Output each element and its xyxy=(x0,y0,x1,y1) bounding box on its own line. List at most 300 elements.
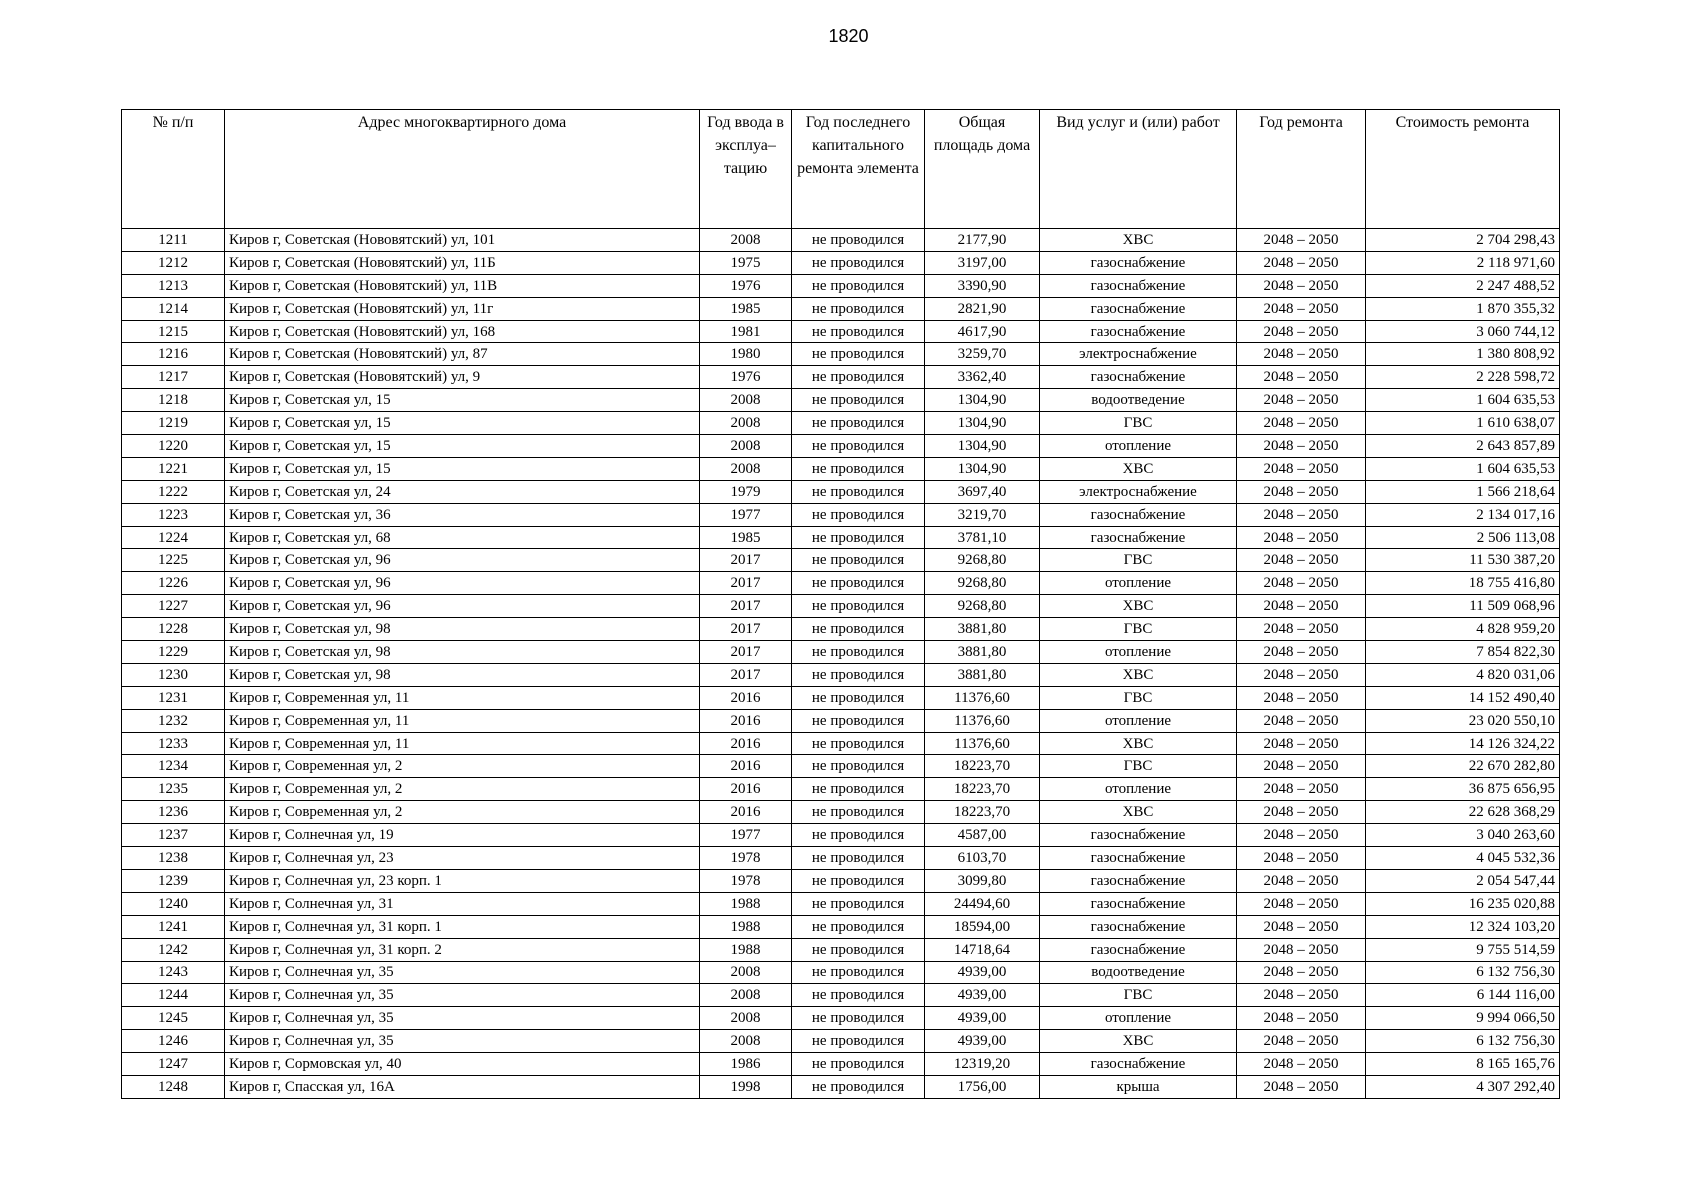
cell-period: 2048 – 2050 xyxy=(1237,251,1366,274)
repair-register-table xyxy=(121,109,1560,1099)
cell-address: Киров г, Современная ул, 11 xyxy=(225,686,700,709)
cell-year: 2017 xyxy=(700,641,792,664)
cell-address: Киров г, Советская ул, 24 xyxy=(225,480,700,503)
table-row xyxy=(122,457,1560,480)
cell-year: 2017 xyxy=(700,595,792,618)
cell-last-repair: не проводился xyxy=(792,595,925,618)
cell-period: 2048 – 2050 xyxy=(1237,869,1366,892)
cell-address: Киров г, Советская ул, 15 xyxy=(225,389,700,412)
cell-cost: 1 566 218,64 xyxy=(1366,480,1560,503)
cell-address: Киров г, Советская (Нововятский) ул, 11г xyxy=(225,297,700,320)
cell-area: 4617,90 xyxy=(925,320,1040,343)
cell-cost: 1 870 355,32 xyxy=(1366,297,1560,320)
cell-year: 1978 xyxy=(700,869,792,892)
table-row xyxy=(122,938,1560,961)
cell-area: 3219,70 xyxy=(925,503,1040,526)
table-row xyxy=(122,618,1560,641)
cell-last-repair: не проводился xyxy=(792,1053,925,1076)
cell-last-repair: не проводился xyxy=(792,618,925,641)
cell-num: 1231 xyxy=(122,686,225,709)
cell-address: Киров г, Советская ул, 36 xyxy=(225,503,700,526)
table-row xyxy=(122,435,1560,458)
cell-last-repair: не проводился xyxy=(792,526,925,549)
table-row xyxy=(122,320,1560,343)
cell-area: 2177,90 xyxy=(925,229,1040,252)
table-row xyxy=(122,961,1560,984)
cell-service: газоснабжение xyxy=(1040,847,1237,870)
cell-last-repair: не проводился xyxy=(792,984,925,1007)
cell-year: 2017 xyxy=(700,572,792,595)
cell-cost: 6 144 116,00 xyxy=(1366,984,1560,1007)
cell-cost: 4 307 292,40 xyxy=(1366,1075,1560,1098)
cell-address: Киров г, Спасская ул, 16А xyxy=(225,1075,700,1098)
header-area: Общая площадь дома xyxy=(925,110,1040,229)
cell-address: Киров г, Солнечная ул, 23 xyxy=(225,847,700,870)
cell-address: Киров г, Советская ул, 96 xyxy=(225,549,700,572)
cell-period: 2048 – 2050 xyxy=(1237,366,1366,389)
cell-cost: 18 755 416,80 xyxy=(1366,572,1560,595)
cell-period: 2048 – 2050 xyxy=(1237,961,1366,984)
cell-address: Киров г, Солнечная ул, 35 xyxy=(225,961,700,984)
cell-year: 2008 xyxy=(700,435,792,458)
cell-address: Киров г, Советская (Нововятский) ул, 11Б xyxy=(225,251,700,274)
cell-address: Киров г, Современная ул, 11 xyxy=(225,709,700,732)
cell-period: 2048 – 2050 xyxy=(1237,755,1366,778)
cell-service: газоснабжение xyxy=(1040,503,1237,526)
cell-num: 1241 xyxy=(122,915,225,938)
header-last-repair: Год последнего капитального ремонта элемента xyxy=(792,110,925,229)
cell-area: 11376,60 xyxy=(925,732,1040,755)
cell-area: 4939,00 xyxy=(925,961,1040,984)
cell-num: 1243 xyxy=(122,961,225,984)
cell-area: 3881,80 xyxy=(925,618,1040,641)
cell-num: 1220 xyxy=(122,435,225,458)
cell-service: газоснабжение xyxy=(1040,869,1237,892)
cell-period: 2048 – 2050 xyxy=(1237,1030,1366,1053)
cell-num: 1214 xyxy=(122,297,225,320)
cell-period: 2048 – 2050 xyxy=(1237,938,1366,961)
table-row xyxy=(122,412,1560,435)
cell-address: Киров г, Солнечная ул, 35 xyxy=(225,1030,700,1053)
cell-period: 2048 – 2050 xyxy=(1237,412,1366,435)
cell-period: 2048 – 2050 xyxy=(1237,229,1366,252)
cell-service: газоснабжение xyxy=(1040,366,1237,389)
cell-cost: 4 045 532,36 xyxy=(1366,847,1560,870)
cell-last-repair: не проводился xyxy=(792,892,925,915)
cell-area: 18594,00 xyxy=(925,915,1040,938)
cell-service: ГВС xyxy=(1040,686,1237,709)
cell-area: 11376,60 xyxy=(925,709,1040,732)
cell-address: Киров г, Солнечная ул, 19 xyxy=(225,824,700,847)
table-row xyxy=(122,892,1560,915)
header-address: Адрес многоквартирного дома xyxy=(225,110,700,229)
cell-num: 1246 xyxy=(122,1030,225,1053)
cell-address: Киров г, Советская (Нововятский) ул, 11В xyxy=(225,274,700,297)
table-row xyxy=(122,847,1560,870)
cell-num: 1230 xyxy=(122,663,225,686)
cell-last-repair: не проводился xyxy=(792,366,925,389)
cell-address: Киров г, Советская ул, 98 xyxy=(225,663,700,686)
cell-year: 2016 xyxy=(700,801,792,824)
table-row xyxy=(122,915,1560,938)
cell-service: отопление xyxy=(1040,435,1237,458)
cell-last-repair: не проводился xyxy=(792,938,925,961)
cell-service: газоснабжение xyxy=(1040,892,1237,915)
cell-year: 2008 xyxy=(700,457,792,480)
cell-service: ГВС xyxy=(1040,549,1237,572)
cell-year: 2017 xyxy=(700,663,792,686)
cell-cost: 4 828 959,20 xyxy=(1366,618,1560,641)
cell-cost: 6 132 756,30 xyxy=(1366,1030,1560,1053)
cell-area: 1756,00 xyxy=(925,1075,1040,1098)
cell-service: ХВС xyxy=(1040,732,1237,755)
cell-last-repair: не проводился xyxy=(792,412,925,435)
cell-area: 9268,80 xyxy=(925,549,1040,572)
cell-address: Киров г, Советская ул, 15 xyxy=(225,457,700,480)
cell-year: 1977 xyxy=(700,503,792,526)
cell-area: 1304,90 xyxy=(925,412,1040,435)
cell-num: 1227 xyxy=(122,595,225,618)
cell-year: 2008 xyxy=(700,1007,792,1030)
cell-service: газоснабжение xyxy=(1040,274,1237,297)
cell-period: 2048 – 2050 xyxy=(1237,1007,1366,1030)
cell-cost: 22 670 282,80 xyxy=(1366,755,1560,778)
cell-num: 1238 xyxy=(122,847,225,870)
cell-area: 4939,00 xyxy=(925,984,1040,1007)
cell-period: 2048 – 2050 xyxy=(1237,824,1366,847)
cell-address: Киров г, Солнечная ул, 31 корп. 1 xyxy=(225,915,700,938)
cell-num: 1236 xyxy=(122,801,225,824)
cell-num: 1211 xyxy=(122,229,225,252)
cell-last-repair: не проводился xyxy=(792,778,925,801)
cell-cost: 12 324 103,20 xyxy=(1366,915,1560,938)
cell-year: 2008 xyxy=(700,389,792,412)
cell-service: водоотведение xyxy=(1040,389,1237,412)
cell-year: 2016 xyxy=(700,755,792,778)
cell-address: Киров г, Солнечная ул, 31 корп. 2 xyxy=(225,938,700,961)
table-row xyxy=(122,389,1560,412)
cell-cost: 11 530 387,20 xyxy=(1366,549,1560,572)
cell-service: ХВС xyxy=(1040,595,1237,618)
cell-service: отопление xyxy=(1040,1007,1237,1030)
cell-area: 9268,80 xyxy=(925,572,1040,595)
table-row xyxy=(122,778,1560,801)
page-number: 1820 xyxy=(828,26,869,46)
cell-num: 1221 xyxy=(122,457,225,480)
table-row xyxy=(122,686,1560,709)
cell-service: газоснабжение xyxy=(1040,251,1237,274)
table-row xyxy=(122,801,1560,824)
cell-cost: 2 054 547,44 xyxy=(1366,869,1560,892)
cell-year: 1988 xyxy=(700,892,792,915)
cell-period: 2048 – 2050 xyxy=(1237,847,1366,870)
cell-cost: 2 643 857,89 xyxy=(1366,435,1560,458)
cell-area: 3099,80 xyxy=(925,869,1040,892)
cell-period: 2048 – 2050 xyxy=(1237,686,1366,709)
cell-area: 3697,40 xyxy=(925,480,1040,503)
cell-address: Киров г, Солнечная ул, 23 корп. 1 xyxy=(225,869,700,892)
cell-area: 1304,90 xyxy=(925,435,1040,458)
cell-last-repair: не проводился xyxy=(792,1075,925,1098)
table-row xyxy=(122,549,1560,572)
cell-last-repair: не проводился xyxy=(792,732,925,755)
cell-last-repair: не проводился xyxy=(792,503,925,526)
cell-area: 4587,00 xyxy=(925,824,1040,847)
cell-area: 1304,90 xyxy=(925,457,1040,480)
cell-area: 3781,10 xyxy=(925,526,1040,549)
cell-service: электроснабжение xyxy=(1040,480,1237,503)
cell-address: Киров г, Советская ул, 68 xyxy=(225,526,700,549)
cell-last-repair: не проводился xyxy=(792,389,925,412)
cell-last-repair: не проводился xyxy=(792,755,925,778)
cell-last-repair: не проводился xyxy=(792,847,925,870)
cell-cost: 1 380 808,92 xyxy=(1366,343,1560,366)
cell-num: 1224 xyxy=(122,526,225,549)
cell-service: водоотведение xyxy=(1040,961,1237,984)
cell-period: 2048 – 2050 xyxy=(1237,457,1366,480)
cell-area: 4939,00 xyxy=(925,1007,1040,1030)
cell-last-repair: не проводился xyxy=(792,572,925,595)
cell-year: 2008 xyxy=(700,229,792,252)
cell-address: Киров г, Советская ул, 98 xyxy=(225,641,700,664)
cell-service: ХВС xyxy=(1040,663,1237,686)
cell-address: Киров г, Советская (Нововятский) ул, 87 xyxy=(225,343,700,366)
cell-service: отопление xyxy=(1040,709,1237,732)
cell-year: 2016 xyxy=(700,778,792,801)
cell-area: 3881,80 xyxy=(925,641,1040,664)
cell-num: 1226 xyxy=(122,572,225,595)
cell-year: 1976 xyxy=(700,366,792,389)
cell-service: отопление xyxy=(1040,572,1237,595)
cell-area: 2821,90 xyxy=(925,297,1040,320)
cell-num: 1219 xyxy=(122,412,225,435)
table-row xyxy=(122,526,1560,549)
cell-area: 18223,70 xyxy=(925,755,1040,778)
cell-num: 1247 xyxy=(122,1053,225,1076)
header-period: Год ремонта xyxy=(1237,110,1366,229)
cell-num: 1248 xyxy=(122,1075,225,1098)
cell-service: газоснабжение xyxy=(1040,1053,1237,1076)
cell-cost: 9 755 514,59 xyxy=(1366,938,1560,961)
cell-last-repair: не проводился xyxy=(792,1007,925,1030)
cell-last-repair: не проводился xyxy=(792,343,925,366)
cell-area: 3390,90 xyxy=(925,274,1040,297)
cell-period: 2048 – 2050 xyxy=(1237,274,1366,297)
cell-address: Киров г, Сормовская ул, 40 xyxy=(225,1053,700,1076)
table-row xyxy=(122,229,1560,252)
cell-cost: 2 134 017,16 xyxy=(1366,503,1560,526)
cell-year: 2008 xyxy=(700,412,792,435)
cell-service: газоснабжение xyxy=(1040,938,1237,961)
cell-year: 1985 xyxy=(700,526,792,549)
cell-year: 1976 xyxy=(700,274,792,297)
cell-cost: 1 604 635,53 xyxy=(1366,457,1560,480)
cell-period: 2048 – 2050 xyxy=(1237,435,1366,458)
cell-year: 2017 xyxy=(700,549,792,572)
cell-service: ХВС xyxy=(1040,801,1237,824)
table-row xyxy=(122,663,1560,686)
cell-year: 2016 xyxy=(700,732,792,755)
cell-last-repair: не проводился xyxy=(792,251,925,274)
cell-num: 1217 xyxy=(122,366,225,389)
cell-period: 2048 – 2050 xyxy=(1237,984,1366,1007)
cell-address: Киров г, Советская ул, 15 xyxy=(225,435,700,458)
cell-area: 18223,70 xyxy=(925,801,1040,824)
cell-num: 1233 xyxy=(122,732,225,755)
cell-cost: 6 132 756,30 xyxy=(1366,961,1560,984)
cell-area: 11376,60 xyxy=(925,686,1040,709)
cell-period: 2048 – 2050 xyxy=(1237,778,1366,801)
cell-area: 12319,20 xyxy=(925,1053,1040,1076)
cell-last-repair: не проводился xyxy=(792,549,925,572)
cell-last-repair: не проводился xyxy=(792,274,925,297)
cell-cost: 14 126 324,22 xyxy=(1366,732,1560,755)
cell-service: газоснабжение xyxy=(1040,915,1237,938)
cell-period: 2048 – 2050 xyxy=(1237,503,1366,526)
table-row xyxy=(122,824,1560,847)
cell-area: 18223,70 xyxy=(925,778,1040,801)
cell-period: 2048 – 2050 xyxy=(1237,1075,1366,1098)
cell-period: 2048 – 2050 xyxy=(1237,343,1366,366)
cell-address: Киров г, Солнечная ул, 35 xyxy=(225,984,700,1007)
cell-cost: 1 604 635,53 xyxy=(1366,389,1560,412)
cell-period: 2048 – 2050 xyxy=(1237,663,1366,686)
cell-num: 1237 xyxy=(122,824,225,847)
cell-year: 1979 xyxy=(700,480,792,503)
cell-num: 1213 xyxy=(122,274,225,297)
cell-cost: 1 610 638,07 xyxy=(1366,412,1560,435)
cell-cost: 2 506 113,08 xyxy=(1366,526,1560,549)
cell-cost: 11 509 068,96 xyxy=(1366,595,1560,618)
cell-num: 1244 xyxy=(122,984,225,1007)
cell-period: 2048 – 2050 xyxy=(1237,732,1366,755)
cell-cost: 2 228 598,72 xyxy=(1366,366,1560,389)
cell-service: отопление xyxy=(1040,641,1237,664)
cell-area: 1304,90 xyxy=(925,389,1040,412)
cell-service: ГВС xyxy=(1040,984,1237,1007)
cell-last-repair: не проводился xyxy=(792,480,925,503)
cell-service: ХВС xyxy=(1040,1030,1237,1053)
cell-num: 1239 xyxy=(122,869,225,892)
cell-period: 2048 – 2050 xyxy=(1237,389,1366,412)
table-row xyxy=(122,343,1560,366)
cell-year: 1977 xyxy=(700,824,792,847)
cell-year: 1986 xyxy=(700,1053,792,1076)
table-row xyxy=(122,366,1560,389)
cell-period: 2048 – 2050 xyxy=(1237,1053,1366,1076)
table-row xyxy=(122,1030,1560,1053)
table-row xyxy=(122,1075,1560,1098)
cell-num: 1212 xyxy=(122,251,225,274)
cell-service: ХВС xyxy=(1040,229,1237,252)
cell-cost: 3 060 744,12 xyxy=(1366,320,1560,343)
cell-service: газоснабжение xyxy=(1040,824,1237,847)
cell-service: крыша xyxy=(1040,1075,1237,1098)
cell-address: Киров г, Солнечная ул, 31 xyxy=(225,892,700,915)
cell-year: 1985 xyxy=(700,297,792,320)
cell-num: 1223 xyxy=(122,503,225,526)
cell-year: 1998 xyxy=(700,1075,792,1098)
cell-cost: 22 628 368,29 xyxy=(1366,801,1560,824)
cell-service: ГВС xyxy=(1040,412,1237,435)
cell-last-repair: не проводился xyxy=(792,961,925,984)
cell-address: Киров г, Современная ул, 2 xyxy=(225,778,700,801)
cell-area: 3881,80 xyxy=(925,663,1040,686)
table-row xyxy=(122,641,1560,664)
cell-cost: 2 704 298,43 xyxy=(1366,229,1560,252)
cell-year: 2008 xyxy=(700,984,792,1007)
cell-period: 2048 – 2050 xyxy=(1237,709,1366,732)
cell-service: газоснабжение xyxy=(1040,297,1237,320)
cell-service: газоснабжение xyxy=(1040,526,1237,549)
cell-cost: 7 854 822,30 xyxy=(1366,641,1560,664)
cell-address: Киров г, Советская (Нововятский) ул, 9 xyxy=(225,366,700,389)
cell-address: Киров г, Солнечная ул, 35 xyxy=(225,1007,700,1030)
cell-service: отопление xyxy=(1040,778,1237,801)
table-row xyxy=(122,251,1560,274)
cell-cost: 23 020 550,10 xyxy=(1366,709,1560,732)
cell-last-repair: не проводился xyxy=(792,869,925,892)
cell-last-repair: не проводился xyxy=(792,663,925,686)
cell-year: 2017 xyxy=(700,618,792,641)
table-row xyxy=(122,709,1560,732)
cell-cost: 2 118 971,60 xyxy=(1366,251,1560,274)
cell-num: 1234 xyxy=(122,755,225,778)
cell-period: 2048 – 2050 xyxy=(1237,526,1366,549)
cell-address: Киров г, Советская (Нововятский) ул, 101 xyxy=(225,229,700,252)
cell-address: Киров г, Советская ул, 15 xyxy=(225,412,700,435)
cell-address: Киров г, Советская ул, 96 xyxy=(225,595,700,618)
cell-area: 3259,70 xyxy=(925,343,1040,366)
cell-period: 2048 – 2050 xyxy=(1237,915,1366,938)
cell-last-repair: не проводился xyxy=(792,641,925,664)
cell-period: 2048 – 2050 xyxy=(1237,480,1366,503)
cell-area: 4939,00 xyxy=(925,1030,1040,1053)
cell-num: 1242 xyxy=(122,938,225,961)
cell-year: 1975 xyxy=(700,251,792,274)
cell-year: 1981 xyxy=(700,320,792,343)
cell-cost: 36 875 656,95 xyxy=(1366,778,1560,801)
cell-period: 2048 – 2050 xyxy=(1237,320,1366,343)
cell-last-repair: не проводился xyxy=(792,801,925,824)
cell-year: 2016 xyxy=(700,686,792,709)
cell-cost: 9 994 066,50 xyxy=(1366,1007,1560,1030)
table-row xyxy=(122,1007,1560,1030)
cell-address: Киров г, Советская ул, 98 xyxy=(225,618,700,641)
cell-address: Киров г, Современная ул, 2 xyxy=(225,755,700,778)
cell-period: 2048 – 2050 xyxy=(1237,801,1366,824)
cell-num: 1245 xyxy=(122,1007,225,1030)
table-row xyxy=(122,732,1560,755)
cell-cost: 3 040 263,60 xyxy=(1366,824,1560,847)
cell-address: Киров г, Современная ул, 11 xyxy=(225,732,700,755)
cell-period: 2048 – 2050 xyxy=(1237,595,1366,618)
cell-last-repair: не проводился xyxy=(792,320,925,343)
cell-num: 1228 xyxy=(122,618,225,641)
cell-period: 2048 – 2050 xyxy=(1237,618,1366,641)
cell-area: 3362,40 xyxy=(925,366,1040,389)
cell-last-repair: не проводился xyxy=(792,824,925,847)
cell-service: газоснабжение xyxy=(1040,320,1237,343)
cell-last-repair: не проводился xyxy=(792,297,925,320)
cell-period: 2048 – 2050 xyxy=(1237,572,1366,595)
cell-num: 1235 xyxy=(122,778,225,801)
header-year: Год ввода в эксплуа– тацию xyxy=(700,110,792,229)
header-num: № п/п xyxy=(122,110,225,229)
cell-num: 1222 xyxy=(122,480,225,503)
header-cost: Стоимость ремонта xyxy=(1366,110,1560,229)
cell-area: 6103,70 xyxy=(925,847,1040,870)
